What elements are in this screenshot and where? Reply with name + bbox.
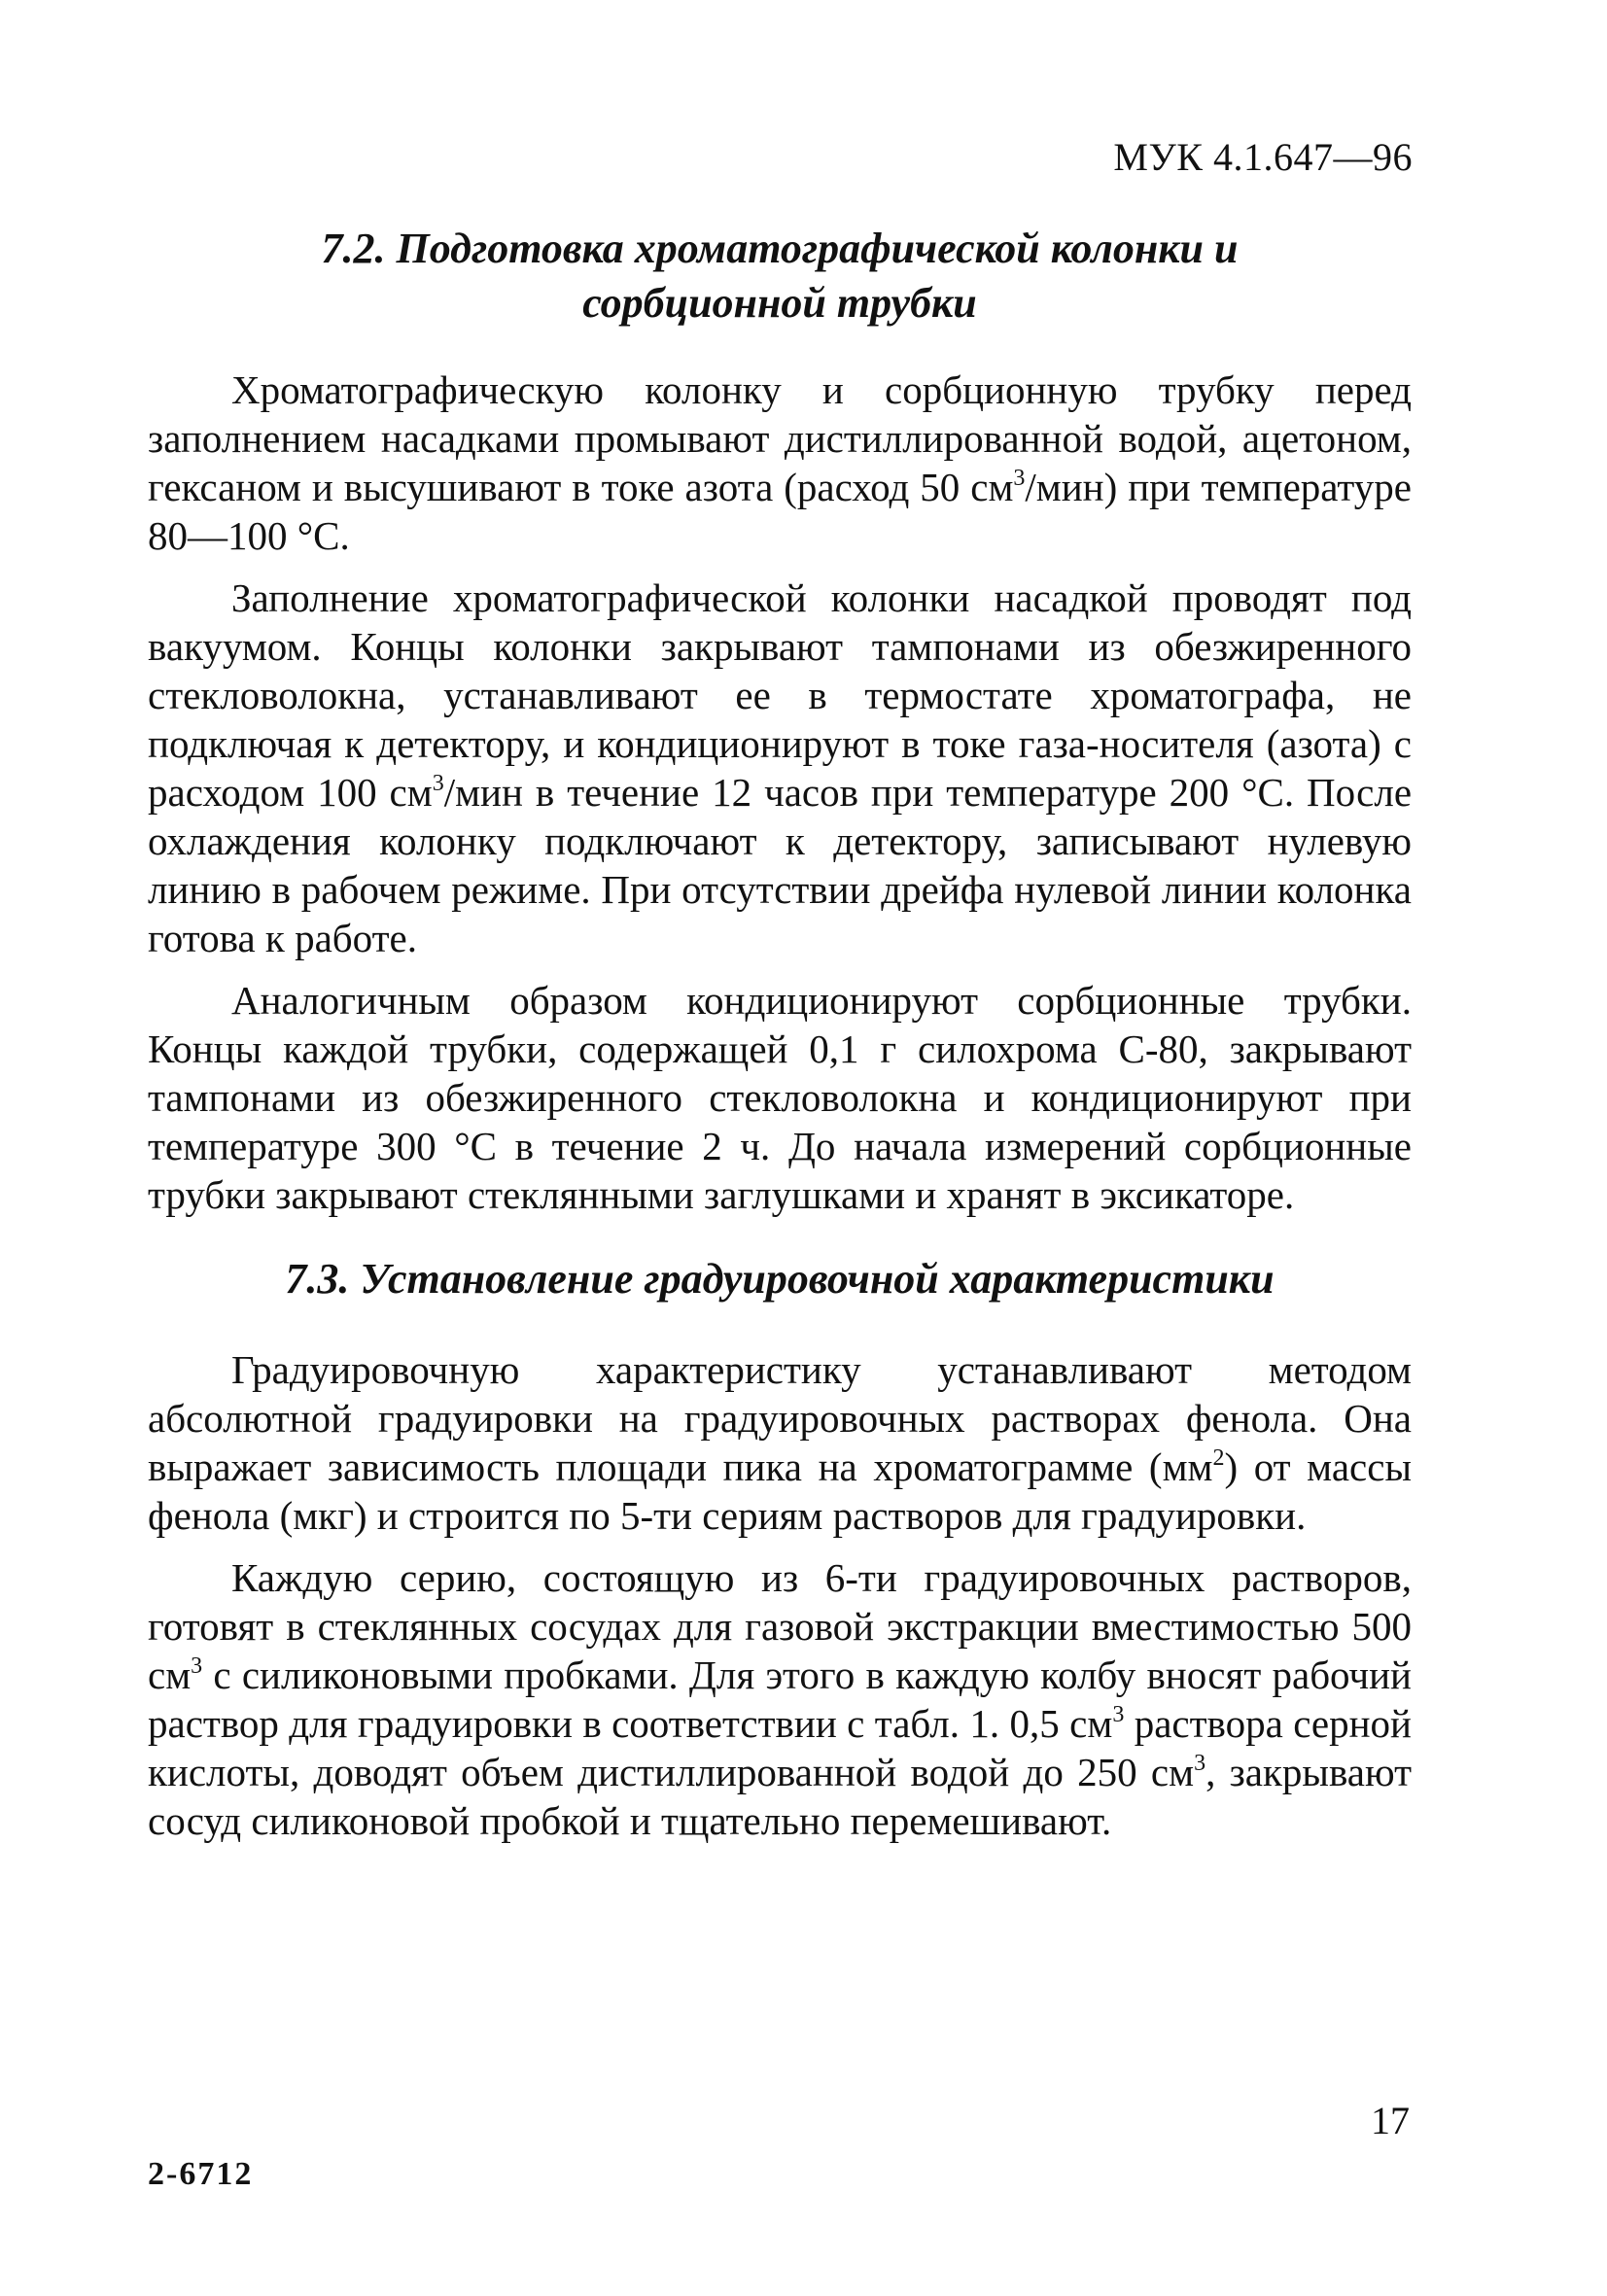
paragraph-text: /мин) при температуре 80—100 °С. bbox=[148, 465, 1412, 558]
paragraph-text: Градуировочную характеристику устанавливают методом абсолютной градуировки на градуировочных растворах фенола. Она выражает зависимость площади пика на хроматограмме (мм bbox=[148, 1347, 1412, 1489]
paragraph-column-washing bbox=[148, 365, 1412, 560]
paragraph-text: Заполнение хроматографической колонки насадкой проводят под вакуумом. Концы колонки закрывают тампонами из обезжиренного стекловолокна, устанавливают ее в термостате хроматографа, не подключая к детектору, и кондиционируют в токе газа-носителя (азота) с расходом 100 см bbox=[148, 575, 1412, 815]
superscript: 3 bbox=[1013, 466, 1026, 491]
paragraph-text: Хроматографическую колонку и сорбционную трубку перед заполнением насадками промывают дистиллированной водой, ацетоном, гексаном и высушивают в токе азота (расход 50 см bbox=[148, 367, 1412, 509]
page-number: 17 bbox=[1371, 2099, 1410, 2142]
print-code: 2-6712 bbox=[148, 2156, 254, 2192]
paragraph-series-preparation bbox=[148, 1553, 1412, 1845]
document-code: МУК 4.1.647—96 bbox=[1113, 135, 1413, 179]
superscript: 3 bbox=[191, 1653, 203, 1679]
heading-line-1: 7.2. Подготовка хроматографической колонки и bbox=[321, 225, 1239, 272]
heading-line-2: сорбционной трубки bbox=[582, 279, 977, 327]
paragraph-text: раствора серной кислоты, доводят объем дистиллированной водой до 250 см bbox=[148, 1701, 1412, 1794]
paragraph-text: /мин в течение 12 часов при температуре 200 °С. После охлаждения колонку подключают к детектору, записывают нулевую линию в рабочем режиме. При отсутствии дрейфа нулевой линии колонка готова к работе. bbox=[148, 770, 1413, 960]
superscript: 3 bbox=[432, 771, 444, 796]
superscript: 2 bbox=[1212, 1445, 1225, 1471]
superscript: 3 bbox=[1194, 1751, 1206, 1776]
paragraph-text: Каждую серию, состоящую из 6-ти градуировочных растворов, готовят в стеклянных сосудах для газовой экстракции вместимостью 500 см bbox=[148, 1555, 1412, 1697]
section-heading-7-2 bbox=[148, 222, 1412, 330]
paragraph-calibration-method bbox=[148, 1345, 1412, 1540]
paragraph-text: Аналогичным образом кондиционируют сорбционные трубки. Концы каждой трубки, содержащей 0,1 г силохрома С-80, закрывают тампонами из обезжиренного стекловолокна и кондиционируют при температуре 300 °С в течение 2 ч. До начала измерений сорбционные трубки закрывают стеклянными заглушками и хранят в эксикаторе. bbox=[148, 978, 1412, 1217]
superscript: 3 bbox=[1112, 1702, 1125, 1727]
document-body bbox=[148, 222, 1412, 1859]
paragraph-text: , закрывают сосуд силиконовой пробкой и тщательно перемешивают. bbox=[148, 1750, 1412, 1843]
section-heading-7-3: 7.3. Установление градуировочной характеристики bbox=[285, 1255, 1275, 1303]
paragraph-tube-conditioning bbox=[148, 976, 1412, 1219]
paragraph-text: ) от массы фенола (мкг) и строится по 5-ти сериям растворов для градуировки. bbox=[148, 1444, 1412, 1538]
paragraph-text: с силиконовыми пробками. Для этого в каждую колбу вносят рабочий раствор для градуировки в соответствии с табл. 1. 0,5 см bbox=[148, 1652, 1412, 1746]
paragraph-column-filling bbox=[148, 574, 1412, 962]
